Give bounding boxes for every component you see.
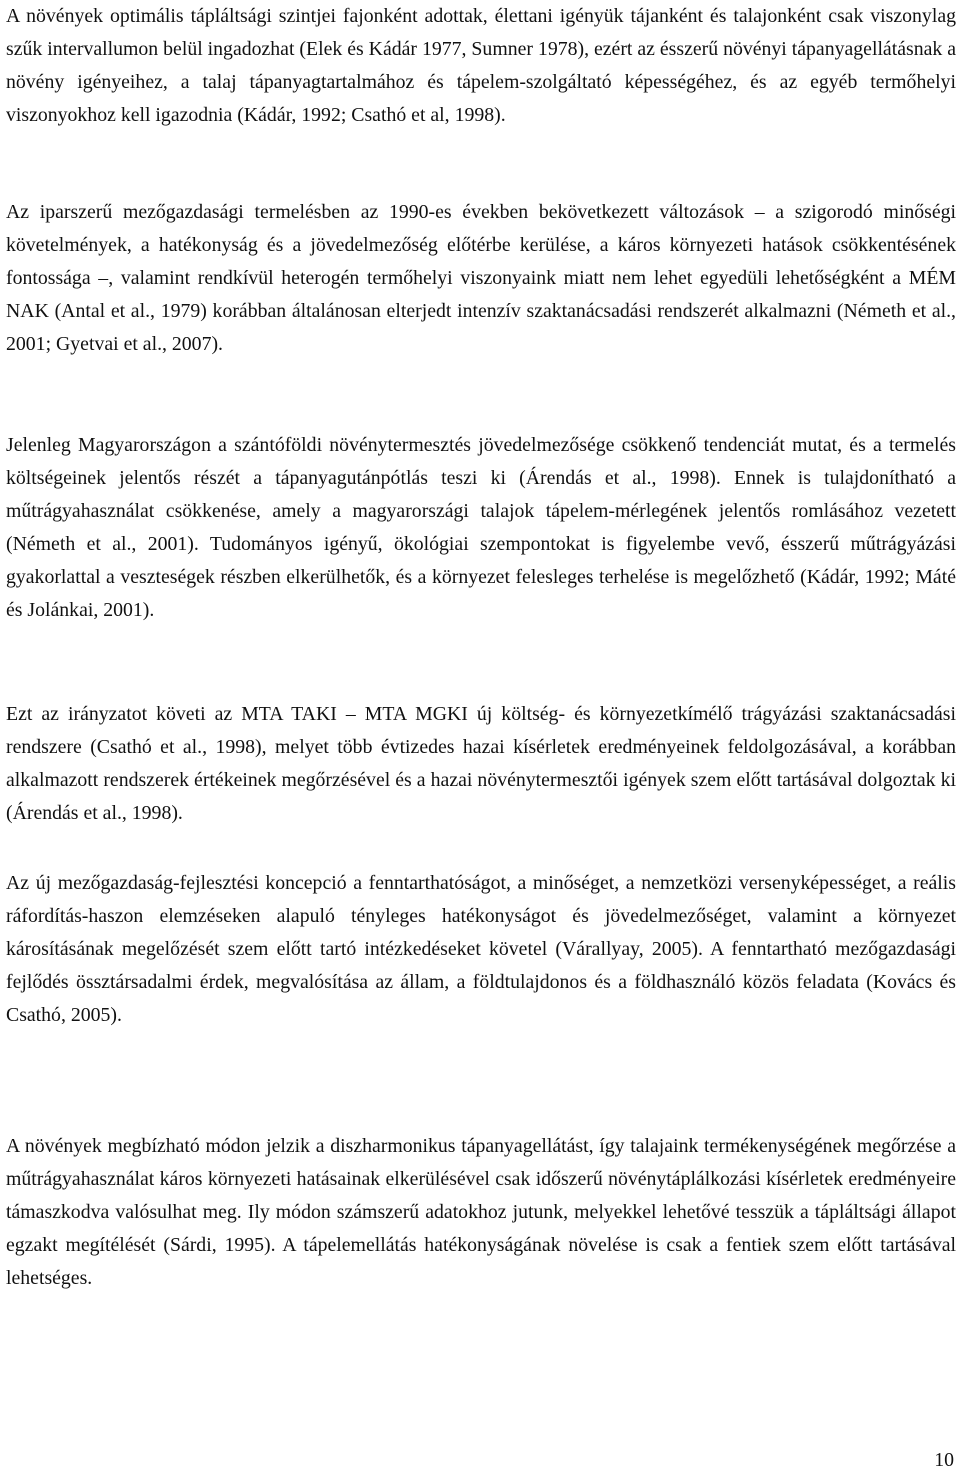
paragraph-1: A növények optimális tápláltsági szintjei fajonként adottak, élettani igényük tájanként és talajonként csak viszonylag szűk intervallumon belül ingadozhat (Elek és Kádár 1977, Sumner 1978), ezért az ésszerű növényi tápanyagellátásnak a növény igényeihez, a talaj tápanyagtartalmához és tápelem-szolgáltató képességéhez, és az egyéb termőhelyi viszonyokhoz kell igazodnia (Kádár, 1992; Csathó et al, 1998). [6,5,956,126]
paragraph-6: A növények megbízható módon jelzik a diszharmonikus tápanyagellátást, így talajaink termékenységének megőrzése a műtrágyahasználat káros környezeti hatásainak elkerülésével csak időszerű növénytáplálkozási kísérletek eredményeire támaszkodva valósulhat meg. Ily módon számszerű adatokhoz jutunk, melyekkel lehetővé tesszük a tápláltsági állapot egzakt megítélését (Sárdi, 1995). A tápelemellátás hatékonyságának növelése is csak a fentiek szem előtt tartásával lehetséges. [6,1135,956,1289]
paragraph-5: Az új mezőgazdaság-fejlesztési koncepció a fenntarthatóságot, a minőséget, a nemzetközi versenyképességet, a reális ráfordítás-haszon elemzéseken alapuló tényleges hatékonyságot és jövedelmezőséget, valamint a környezet károsításának megelőzését szem előtt tartó intézkedéseket követel (Várallyay, 2005). A fenntartható mezőgazdasági fejlődés össztársadalmi érdek, megvalósítása az állam, a földtulajdonos és a földhasználó közös feladata (Kovács és Csathó, 2005). [6,872,956,1026]
paragraph-4: Ezt az irányzatot követi az MTA TAKI – MTA MGKI új költség- és környezetkímélő trágyázási szaktanácsadási rendszere (Csathó et al., 1998), melyet több évtizedes hazai kísérletek eredményeinek feldolgozásával, a korábban alkalmazott rendszerek értékeinek megőrzésével és a hazai növénytermesztői igények szem előtt tartásával dolgoztak ki (Árendás et al., 1998). [6,703,956,824]
paragraph-2: Az iparszerű mezőgazdasági termelésben az 1990-es években bekövetkezett változások – a szigorodó minőségi követelmények, a hatékonyság és a jövedelmezőség előtérbe kerülése, a káros környezeti hatások csökkentésének fontossága –, valamint rendkívül heterogén termőhelyi viszonyaink miatt nem lehet egyedüli lehetőségként a MÉM NAK (Antal et al., 1979) korábban általánosan elterjedt intenzív szaktanácsadási rendszerét alkalmazni (Németh et al., 2001; Gyetvai et al., 2007). [6,201,956,355]
paragraph-3: Jelenleg Magyarországon a szántóföldi növénytermesztés jövedelmezősége csökkenő tendenciát mutat, és a termelés költségeinek jelentős részét a tápanyagutánpótlás teszi ki (Árendás et al., 1998). Ennek is tulajdonítható a műtrágyahasználat csökkenése, amely a magyarországi talajok tápelem-mérlegének jelentős romlásához vezetett (Németh et al., 2001). Tudományos igényű, ökológiai szempontokat is figyelembe vevő, ésszerű műtrágyázási gyakorlattal a veszteségek részben elkerülhetők, és a környezet felesleges terhelése is megelőzhető (Kádár, 1992; Máté és Jolánkai, 2001). [6,434,956,621]
page-number: 10 [934,1449,954,1471]
